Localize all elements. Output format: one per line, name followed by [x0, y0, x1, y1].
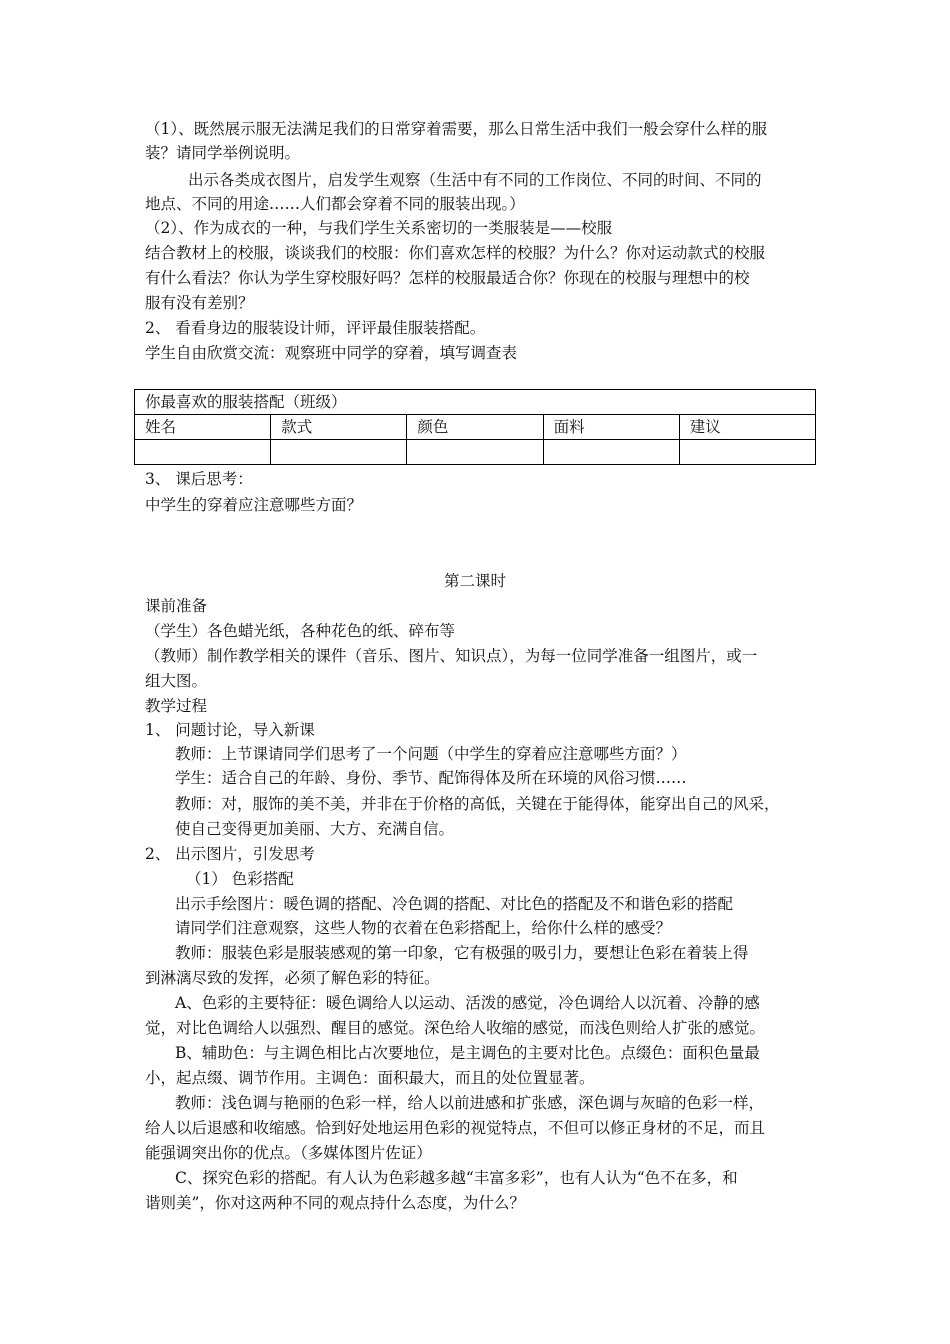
paragraph-line: 服有没有差别？: [145, 294, 254, 312]
paragraph-line: 谐则美”，你对这两种不同的观点持什么态度，为什么？: [145, 1194, 525, 1212]
table-header-cell: 面料: [543, 415, 679, 440]
paragraph-line: C、探究色彩的搭配。有人认为色彩越多越“丰富多彩”，也有人认为“色不在多，和: [175, 1169, 738, 1187]
paragraph-line: 学生：适合自己的年龄、身份、季节、配饰得体及所在环境的风俗习惯……: [175, 769, 687, 787]
table-row: [135, 440, 816, 465]
subheading: 教学过程: [145, 697, 208, 715]
paragraph-line: （2）、作为成衣的一种，与我们学生关系密切的一类服装是——校服: [145, 219, 613, 237]
paragraph-line: 到淋漓尽致的发挥，必须了解色彩的特征。: [145, 969, 440, 987]
table-cell: [543, 440, 679, 465]
paragraph-line: （教师）制作教学相关的课件（音乐、图片、知识点），为每一位同学准备一组图片，或一: [145, 647, 758, 665]
list-item: 2、 出示图片，引发思考: [145, 845, 315, 863]
list-item: 3、 课后思考：: [145, 470, 253, 488]
paragraph-line: 地点、不同的用途……人们都会穿着不同的服装出现。）: [145, 195, 525, 213]
paragraph-line: 组大图。: [145, 672, 208, 690]
paragraph-line: 教师：服装色彩是服装感观的第一印象，它有极强的吸引力，要想让色彩在着装上得: [175, 944, 749, 962]
list-item: （1） 色彩搭配: [186, 870, 294, 888]
table-header-cell: 颜色: [407, 415, 543, 440]
paragraph-line: 出示各类成衣图片，启发学生观察（生活中有不同的工作岗位、不同的时间、不同的: [188, 171, 762, 189]
table-header-row: [135, 415, 816, 440]
paragraph-line: 有什么看法？你认为学生穿校服好吗？怎样的校服最适合你？你现在的校服与理想中的校: [145, 269, 750, 287]
table-header-cell: 款式: [271, 415, 407, 440]
section-heading: 第二课时: [443, 572, 506, 590]
paragraph-line: 学生自由欣赏交流：观察班中同学的穿着，填写调查表: [145, 344, 518, 362]
subheading: 课前准备: [145, 597, 208, 615]
table-header-cell: 建议: [679, 415, 815, 440]
paragraph-line: 使自己变得更加美丽、大方、充满自信。: [175, 820, 455, 838]
table-title-row: [135, 390, 816, 415]
paragraph-line: 小，起点缀、调节作用。主调色：面积最大，而且的处位置显著。: [145, 1069, 595, 1087]
paragraph-line: 觉，对比色调给人以强烈、醒目的感觉。深色给人收缩的感觉，而浅色则给人扩张的感觉。: [145, 1019, 766, 1037]
table-header-cell: 姓名: [135, 415, 271, 440]
paragraph-line: 中学生的穿着应注意哪些方面？: [145, 496, 363, 514]
paragraph-line: 请同学们注意观察，这些人物的衣着在色彩搭配上，给你什么样的感受？: [175, 919, 672, 937]
survey-table: [134, 389, 816, 465]
paragraph-line: 教师：对，服饰的美不美，并非在于价格的高低，关键在于能得体，能穿出自己的风采，: [175, 795, 780, 813]
table-cell: [271, 440, 407, 465]
paragraph-line: 能强调突出你的优点。（多媒体图片佐证）: [145, 1144, 432, 1162]
paragraph-line: （1）、既然展示服无法满足我们的日常穿着需要，那么日常生活中我们一般会穿什么样的服: [145, 120, 768, 138]
table-cell: [679, 440, 815, 465]
paragraph-line: 出示手绘图片：暖色调的搭配、冷色调的搭配、对比色的搭配及不和谐色彩的搭配: [175, 895, 734, 913]
paragraph-line: （学生）各色蜡光纸，各种花色的纸、碎布等: [145, 622, 456, 640]
paragraph-line: 给人以后退感和收缩感。恰到好处地运用色彩的视觉特点，不但可以修正身材的不足，而且: [145, 1119, 766, 1137]
table-cell: [407, 440, 543, 465]
table-cell: [135, 440, 271, 465]
paragraph-line: 教师：浅色调与艳丽的色彩一样，给人以前进感和扩张感，深色调与灰暗的色彩一样，: [175, 1094, 765, 1112]
table-title: 你最喜欢的服装搭配（班级）: [135, 390, 816, 415]
paragraph-line: 教师：上节课请同学们思考了一个问题（中学生的穿着应注意哪些方面？）: [175, 745, 687, 763]
paragraph-line: A、色彩的主要特征：暖色调给人以运动、活泼的感觉，冷色调给人以沉着、冷静的感: [175, 994, 760, 1012]
list-item: 1、 问题讨论，导入新课: [145, 721, 315, 739]
paragraph-line: B、辅助色：与主调色相比占次要地位，是主调色的主要对比色。点缀色：面积色量最: [175, 1044, 760, 1062]
list-item: 2、 看看身边的服装设计师，评评最佳服装搭配。: [145, 319, 486, 337]
paragraph-line: 装？请同学举例说明。: [145, 144, 301, 162]
paragraph-line: 结合教材上的校服，谈谈我们的校服：你们喜欢怎样的校服？为什么？你对运动款式的校服: [145, 244, 766, 262]
